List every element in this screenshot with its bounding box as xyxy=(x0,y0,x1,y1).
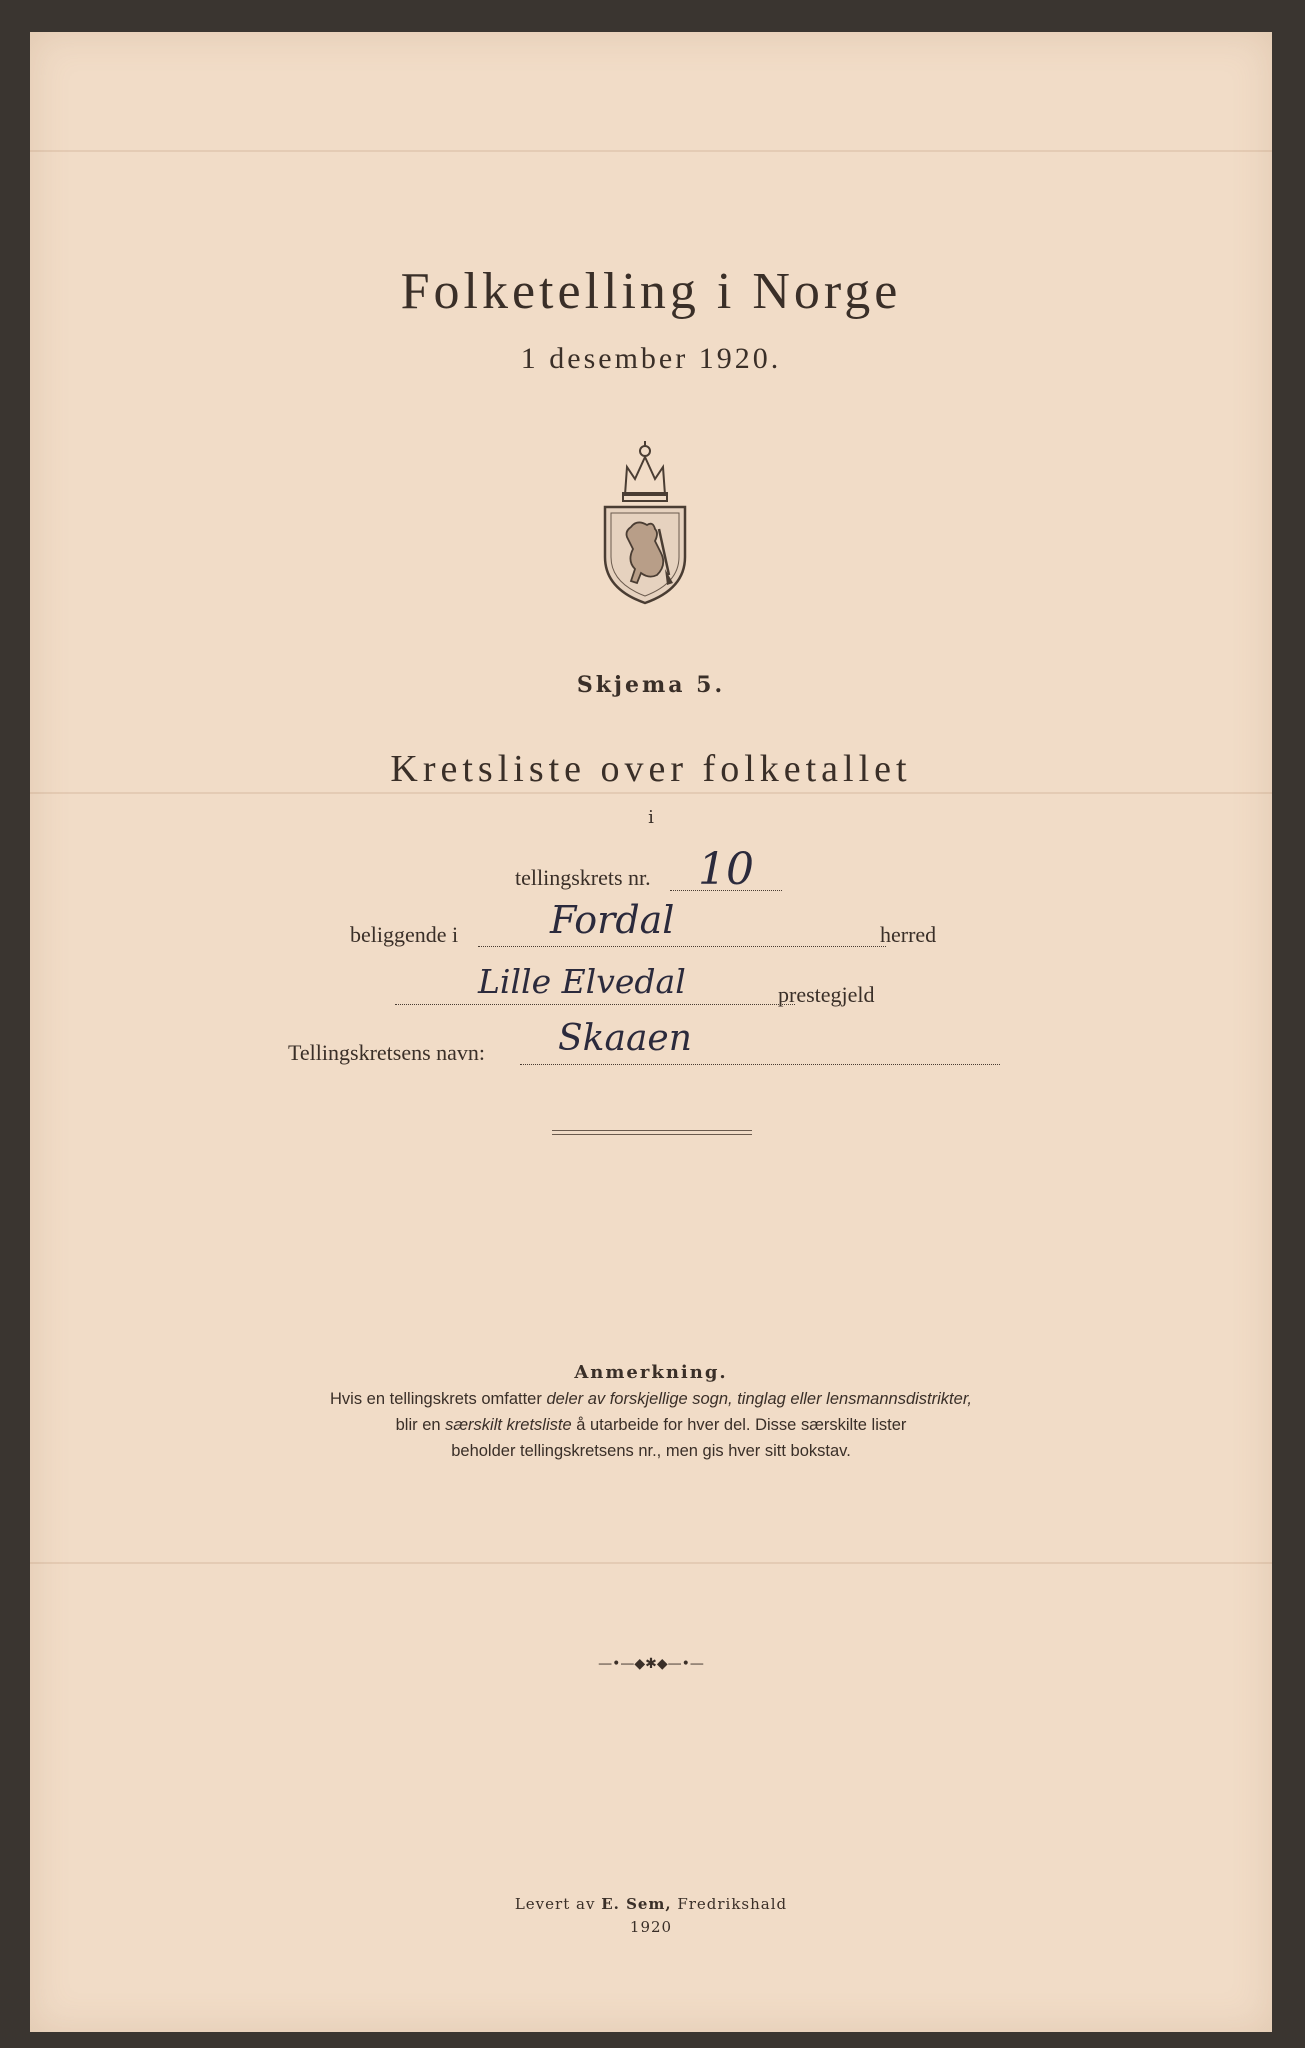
form-title: Folketelling i Norge xyxy=(400,263,902,320)
coat-of-arms-icon xyxy=(597,437,693,607)
krets-number-value: 10 xyxy=(698,844,754,895)
divider-rule xyxy=(552,1134,752,1135)
krets-name-line xyxy=(520,1064,1000,1065)
herred-label: herred xyxy=(880,922,937,947)
beliggende-label: beliggende i xyxy=(350,922,459,947)
krets-name-label: Tellingskretsens navn: xyxy=(288,1040,486,1065)
prestegjeld-label: prestegjeld xyxy=(778,982,875,1007)
note-title: Anmerkning. xyxy=(574,1362,728,1383)
form-heading: Kretsliste over folketallet xyxy=(390,748,912,790)
printer-year: 1920 xyxy=(629,1918,673,1936)
note-line-1: Hvis en tellingskrets omfatter deler av forskjellige sogn, tinglag eller lensmannsdistrikter, xyxy=(330,1390,972,1408)
census-date: 1 desember 1920. xyxy=(520,342,782,375)
paper-fold xyxy=(30,1562,1272,1564)
krets-name-value: Skaaen xyxy=(558,1018,692,1059)
note-line-2: blir en særskilt kretsliste å utarbeide for hver del. Disse særskilte lister xyxy=(395,1416,907,1434)
herred-line xyxy=(478,946,886,947)
note-line-3: beholder tellingskretsens nr., men gis hver sitt bokstav. xyxy=(451,1442,851,1460)
krets-number-label: tellingskrets nr. xyxy=(515,865,651,890)
paper-fold xyxy=(30,792,1272,794)
ornament-divider: —•—◆✱◆—•— xyxy=(598,1656,704,1672)
paper-fold xyxy=(30,150,1272,152)
connector-i: i xyxy=(648,807,654,828)
divider-rule xyxy=(552,1130,752,1131)
schema-number: Skjema 5. xyxy=(576,672,726,698)
census-form-page xyxy=(30,32,1272,2032)
herred-value: Fordal xyxy=(550,898,675,942)
printer-credit: Levert av E. Sem, Fredrikshald xyxy=(514,1895,788,1913)
prestegjeld-value: Lille Elvedal xyxy=(478,962,686,1001)
prestegjeld-line xyxy=(395,1004,795,1005)
